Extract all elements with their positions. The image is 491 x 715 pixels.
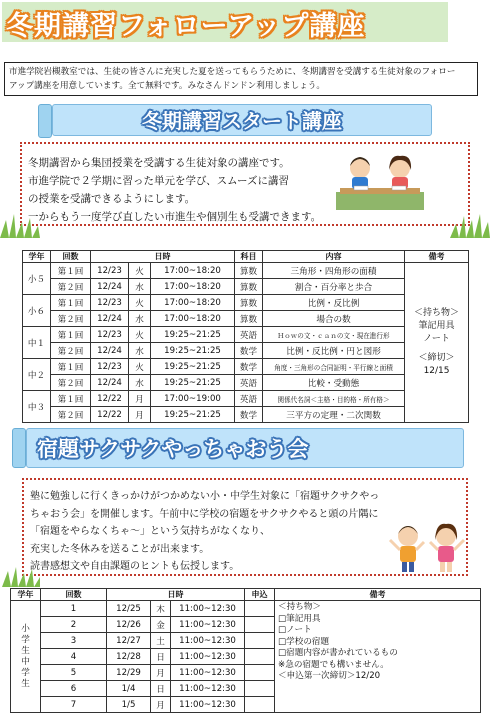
date-cell: 12/24 (91, 311, 129, 327)
subject-cell: 数学 (235, 359, 263, 375)
section2-desc-line: 塾に勉強しに行くきっかけがつかめない小・中学生対象に「宿題サクサクやっ (30, 491, 380, 502)
section1-desc-line: 一からもう一度学び直したい市進生や個別生も受講できます。 (28, 211, 322, 223)
notes-item: 筆記用具 (418, 321, 455, 331)
grade-cell: 中１ (23, 327, 51, 359)
time-cell: 11:00~12:30 (171, 697, 245, 713)
section1-desc-line: 冬期講習から集団授業を受講する生徒対象の講座です。 (28, 157, 290, 169)
notes-deadline: 12/15 (423, 366, 450, 376)
section2-desc-line: ちゃおう会」を開催します。午前中に学校の宿題をサクサクやると頭の片隅に (30, 508, 379, 520)
content-cell: 比例・反比例 (263, 295, 405, 311)
table-row (23, 311, 469, 327)
section1-desc-line: の授業を受講できるようにします。 (28, 193, 196, 205)
session-cell: 第２回 (51, 279, 91, 295)
table-row (23, 327, 469, 343)
time-cell: 11:00~12:30 (171, 617, 245, 633)
weekday-cell: 日 (151, 649, 171, 665)
table-row (23, 279, 469, 295)
session-cell: 3 (41, 633, 107, 649)
apply-cell[interactable] (245, 681, 275, 697)
content-cell: 関係代名詞＜主格・目的格・所有格＞ (263, 391, 405, 407)
section2-banner-tab (12, 428, 26, 468)
time-cell: 17:00~18:20 (151, 295, 235, 311)
session-cell: 5 (41, 665, 107, 681)
section1-heading: 冬期講習スタート講座 (142, 109, 342, 133)
time-cell: 17:00~19:00 (151, 391, 235, 407)
content-cell: 比較・受動態 (263, 375, 405, 391)
subject-cell: 算数 (235, 311, 263, 327)
header-datetime: 日時 (107, 589, 245, 601)
table-row (23, 295, 469, 311)
weekday-cell: 火 (129, 327, 151, 343)
date-cell: 12/29 (107, 665, 151, 681)
notes-cell (275, 601, 481, 713)
weekday-cell: 木 (151, 601, 171, 617)
date-cell: 12/22 (91, 407, 129, 423)
section2-desc-line: 充実した冬休みを送ることが出来ます。 (30, 543, 210, 555)
header-notes: 備考 (275, 589, 481, 601)
content-cell: 三角形・四角形の面積 (263, 263, 405, 279)
apply-cell[interactable] (245, 617, 275, 633)
header-count: 回数 (51, 251, 91, 263)
weekday-cell: 火 (129, 359, 151, 375)
time-cell: 19:25~21:25 (151, 375, 235, 391)
time-cell: 17:00~18:20 (151, 311, 235, 327)
notes-cell (405, 263, 469, 423)
date-cell: 12/23 (91, 295, 129, 311)
weekday-cell: 金 (151, 617, 171, 633)
section1-banner (52, 104, 432, 136)
content-cell: 割合・百分率と歩合 (263, 279, 405, 295)
time-cell: 19:25~21:25 (151, 343, 235, 359)
apply-cell[interactable] (245, 649, 275, 665)
session-cell: 2 (41, 617, 107, 633)
intro-line-1: 市進学院岩槻教室では、生徒の皆さんに充実した夏を送ってもらうために、冬期講習を受講する生徒対象のフォロー (9, 67, 456, 77)
date-cell: 12/27 (107, 633, 151, 649)
table-row (23, 359, 469, 375)
grade-cell: 中３ (23, 391, 51, 423)
schedule-table-2 (10, 588, 481, 713)
date-cell: 12/22 (91, 391, 129, 407)
table-row (23, 407, 469, 423)
intro-line-2: アップ講座を用意しています。全て無料です。みなさんドンドン利用しましょう。 (9, 81, 325, 91)
subject-cell: 算数 (235, 263, 263, 279)
table-row (23, 343, 469, 359)
grass-decoration (450, 212, 490, 238)
header-content: 内容 (263, 251, 405, 263)
subject-cell: 数学 (235, 407, 263, 423)
session-cell: 第１回 (51, 327, 91, 343)
section2-desc-line: 「宿題をやらなくちゃ～」という気持ちがなくなり、 (30, 526, 270, 537)
notes-line: □宿題内容が書かれているもの (278, 648, 398, 658)
date-cell: 12/24 (91, 375, 129, 391)
time-cell: 19:25~21:25 (151, 359, 235, 375)
content-cell: 三平方の定理・二次関数 (263, 407, 405, 423)
notes-items-label: ＜持ち物＞ (414, 308, 460, 318)
time-cell: 11:00~12:30 (171, 601, 245, 617)
subject-cell: 英語 (235, 375, 263, 391)
schedule-table-1 (22, 250, 469, 423)
page-title: 冬期講習フォローアップ講座 (6, 11, 366, 42)
apply-cell[interactable] (245, 665, 275, 681)
content-cell: 比例・反比例・円と図形 (263, 343, 405, 359)
header-count: 回数 (41, 589, 107, 601)
time-cell: 11:00~12:30 (171, 665, 245, 681)
session-cell: 6 (41, 681, 107, 697)
table-row (23, 391, 469, 407)
time-cell: 17:00~18:20 (151, 263, 235, 279)
subject-cell: 数学 (235, 343, 263, 359)
weekday-cell: 水 (129, 375, 151, 391)
time-cell: 11:00~12:30 (171, 633, 245, 649)
happy-children-illustration (384, 520, 468, 574)
apply-cell[interactable] (245, 633, 275, 649)
grade-cell: 小学生中学生 (11, 601, 41, 713)
section2-banner (26, 428, 464, 468)
session-cell: 4 (41, 649, 107, 665)
subject-cell: 算数 (235, 279, 263, 295)
header-apply: 申込 (245, 589, 275, 601)
date-cell: 12/25 (107, 601, 151, 617)
subject-cell: 算数 (235, 295, 263, 311)
grade-cell: 小６ (23, 295, 51, 327)
time-cell: 17:00~18:20 (151, 279, 235, 295)
time-cell: 11:00~12:30 (171, 681, 245, 697)
time-cell: 11:00~12:30 (171, 649, 245, 665)
time-cell: 19:25~21:25 (151, 407, 235, 423)
notes-line: ＜申込第一次締切＞12/20 (278, 671, 381, 681)
header-notes: 備考 (405, 251, 469, 263)
content-cell: 場合の数 (263, 311, 405, 327)
weekday-cell: 水 (129, 343, 151, 359)
grade-cell: 中２ (23, 359, 51, 391)
weekday-cell: 月 (129, 391, 151, 407)
section1-desc (28, 154, 321, 226)
session-cell: 第１回 (51, 359, 91, 375)
section1-banner-tab (38, 104, 52, 138)
section2-desc (30, 488, 379, 576)
date-cell: 12/28 (107, 649, 151, 665)
notes-line: ＜持ち物＞ (278, 602, 322, 612)
weekday-cell: 水 (129, 311, 151, 327)
date-cell: 12/23 (91, 327, 129, 343)
date-cell: 12/23 (91, 359, 129, 375)
weekday-cell: 月 (129, 407, 151, 423)
session-cell: 第１回 (51, 295, 91, 311)
subject-cell: 英語 (235, 391, 263, 407)
subject-cell: 英語 (235, 327, 263, 343)
date-cell: 12/24 (91, 279, 129, 295)
header-grade: 学年 (11, 589, 41, 601)
date-cell: 12/23 (91, 263, 129, 279)
notes-line: ※急の宿題でも構いません。 (278, 659, 389, 670)
header-grade: 学年 (23, 251, 51, 263)
notes-line: □筆記用具 (278, 613, 321, 624)
date-cell: 1/5 (107, 697, 151, 713)
notes-line: □学校の宿題 (278, 636, 330, 647)
session-cell: 第２回 (51, 343, 91, 359)
session-cell: 第２回 (51, 407, 91, 423)
weekday-cell: 火 (129, 295, 151, 311)
intro-box (4, 62, 478, 96)
section2-heading: 宿題サクサクやっちゃおう会 (37, 437, 309, 461)
date-cell: 12/26 (107, 617, 151, 633)
notes-item: ノート (423, 334, 450, 344)
weekday-cell: 火 (129, 263, 151, 279)
grass-decoration (0, 212, 40, 238)
weekday-cell: 土 (151, 633, 171, 649)
date-cell: 1/4 (107, 681, 151, 697)
header-subject: 科目 (235, 251, 263, 263)
session-cell: 1 (41, 601, 107, 617)
students-studying-illustration (330, 148, 430, 216)
table-row (23, 263, 469, 279)
table-row (11, 601, 481, 617)
session-cell: 7 (41, 697, 107, 713)
notes-line: □ノート (278, 625, 312, 635)
session-cell: 第２回 (51, 311, 91, 327)
apply-cell[interactable] (245, 601, 275, 617)
section1-desc-line: 市進学院で２学期に習った単元を学び、スムーズに講習 (28, 175, 290, 187)
weekday-cell: 水 (129, 279, 151, 295)
header-datetime: 日時 (91, 251, 235, 263)
notes-deadline-label: ＜締切＞ (418, 353, 455, 363)
weekday-cell: 月 (151, 665, 171, 681)
time-cell: 19:25~21:25 (151, 327, 235, 343)
weekday-cell: 月 (151, 697, 171, 713)
content-cell: Ｈｏｗの文・ｃａｎの文・現在進行形 (263, 327, 405, 343)
section2-desc-line: 読書感想文や自由課題のヒントも伝授します。 (30, 561, 240, 572)
grade-cell: 小５ (23, 263, 51, 295)
apply-cell[interactable] (245, 697, 275, 713)
grass-decoration (2, 565, 40, 587)
content-cell: 角度・三角形の合同証明・平行線と面積 (263, 359, 405, 375)
session-cell: 第１回 (51, 263, 91, 279)
table-header-row (11, 589, 481, 601)
session-cell: 第１回 (51, 391, 91, 407)
table-header-row (23, 251, 469, 263)
table-row (23, 375, 469, 391)
date-cell: 12/24 (91, 343, 129, 359)
session-cell: 第２回 (51, 375, 91, 391)
weekday-cell: 日 (151, 681, 171, 697)
